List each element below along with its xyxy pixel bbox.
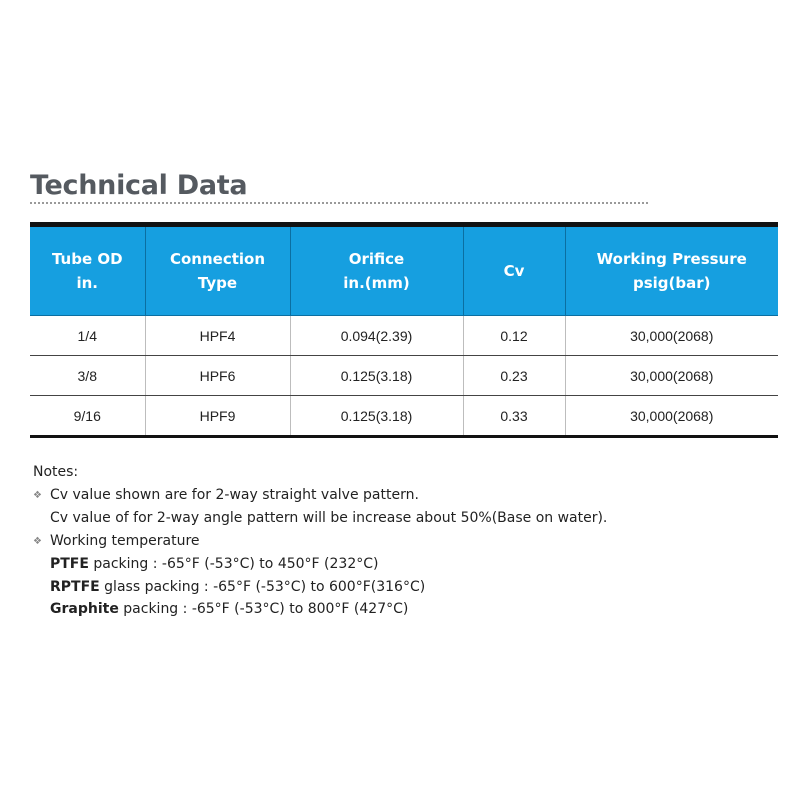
page-title: Technical Data <box>30 170 248 201</box>
cell-orifice: 0.094(2.39) <box>290 316 463 356</box>
cell-cv: 0.23 <box>463 356 565 396</box>
note-graphite-packing: Graphite packing : -65°F (-53°C) to 800°F (427°C) <box>50 601 409 617</box>
cell-cv: 0.12 <box>463 316 565 356</box>
note-ptfe-packing: PTFE packing : -65°F (-53°C) to 450°F (232°C) <box>50 556 379 572</box>
note-cv-line2: Cv value of for 2-way angle pattern will be increase about 50%(Base on water). <box>50 510 608 526</box>
table-row <box>30 356 778 396</box>
header-orifice: Orifice in.(mm) <box>290 225 463 316</box>
cell-cv: 0.33 <box>463 396 565 437</box>
header-connection-type: Connection Type <box>145 225 290 316</box>
note-working-temperature: ❖ Working temperature <box>33 530 607 554</box>
table-row <box>30 396 778 437</box>
diamond-bullet-icon: ❖ <box>33 535 42 547</box>
cell-working-pressure: 30,000(2068) <box>565 356 778 396</box>
cell-connection-type: HPF9 <box>145 396 290 437</box>
note-rptfe-packing: RPTFE glass packing : -65°F (-53°C) to 600°F(316°C) <box>50 578 426 595</box>
notes-section <box>33 461 607 621</box>
cell-working-pressure: 30,000(2068) <box>565 316 778 356</box>
diamond-bullet-icon: ❖ <box>33 489 42 501</box>
cell-tube-od: 9/16 <box>30 396 145 437</box>
cell-orifice: 0.125(3.18) <box>290 356 463 396</box>
table-header-row <box>30 225 778 316</box>
note-cv-line1: ❖ Cv value shown are for 2-way straight valve pattern. <box>33 484 607 508</box>
header-working-pressure: Working Pressure psig(bar) <box>565 225 778 316</box>
cell-connection-type: HPF6 <box>145 356 290 396</box>
table-row <box>30 316 778 356</box>
notes-heading: Notes: <box>33 464 79 480</box>
header-tube-od: Tube OD in. <box>30 225 145 316</box>
title-divider <box>30 202 648 204</box>
cell-tube-od: 3/8 <box>30 356 145 396</box>
cell-tube-od: 1/4 <box>30 316 145 356</box>
technical-data-table <box>30 222 778 438</box>
cell-working-pressure: 30,000(2068) <box>565 396 778 437</box>
cell-orifice: 0.125(3.18) <box>290 396 463 437</box>
header-cv: Cv <box>463 225 565 316</box>
cell-connection-type: HPF4 <box>145 316 290 356</box>
